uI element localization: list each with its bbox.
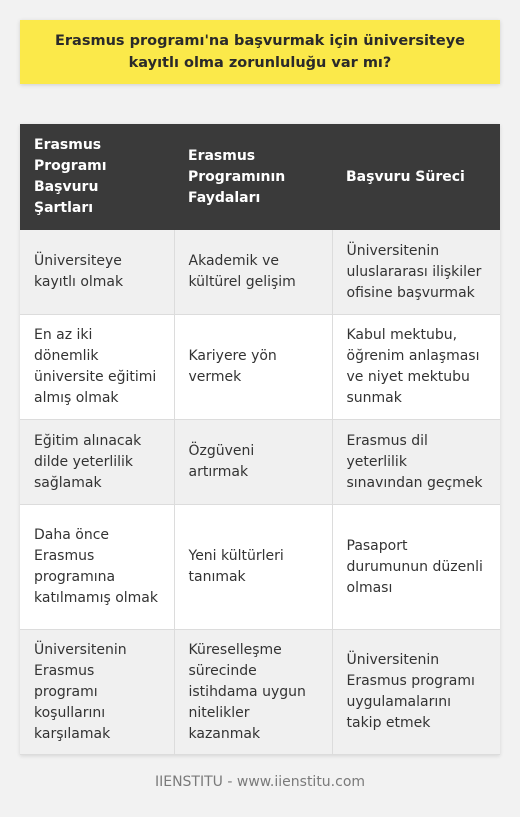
table-cell: Yeni kültürleri tanımak: [174, 505, 332, 630]
table-cell: Erasmus dil yeterlilik sınavından geçmek: [332, 420, 500, 505]
table-row: [20, 505, 500, 630]
table-cell: Eğitim alınacak dilde yeterlilik sağlamak: [20, 420, 174, 505]
table-cell: Kariyere yön vermek: [174, 315, 332, 420]
page-title: Erasmus programı'na başvurmak için üniversiteye kayıtlı olma zorunluluğu var mı?: [55, 33, 465, 71]
table-cell: Üniversitenin Erasmus programı koşullarını karşılamak: [20, 630, 174, 755]
table-row: [20, 420, 500, 505]
table-cell: Kabul mektubu, öğrenim anlaşması ve niyet mektubu sunmak: [332, 315, 500, 420]
table-cell: Akademik ve kültürel gelişim: [174, 230, 332, 315]
table-row: [20, 315, 500, 420]
table-cell: Pasaport durumunun düzenli olması: [332, 505, 500, 630]
table-cell: Üniversiteye kayıtlı olmak: [20, 230, 174, 315]
column-header: Erasmus Programının Faydaları: [174, 124, 332, 230]
title-banner: [20, 20, 500, 84]
table-cell: Küreselleşme sürecinde istihdama uygun nitelikler kazanmak: [174, 630, 332, 755]
footer-credit: IIENSTITU - www.iienstitu.com: [154, 774, 366, 790]
table-cell: Özgüveni artırmak: [174, 420, 332, 505]
table-row: [20, 230, 500, 315]
column-header: Erasmus Programı Başvuru Şartları: [20, 124, 174, 230]
table-cell: Üniversitenin Erasmus programı uygulamalarını takip etmek: [332, 630, 500, 755]
table-cell: En az iki dönemlik üniversite eğitimi almış olmak: [20, 315, 174, 420]
table-header-row: [20, 124, 500, 230]
column-header: Başvuru Süreci: [332, 124, 500, 230]
table-row: [20, 630, 500, 755]
table-cell: Üniversitenin uluslararası ilişkiler ofisine başvurmak: [332, 230, 500, 315]
info-table: [20, 124, 500, 755]
table-cell: Daha önce Erasmus programına katılmamış olmak: [20, 505, 174, 630]
